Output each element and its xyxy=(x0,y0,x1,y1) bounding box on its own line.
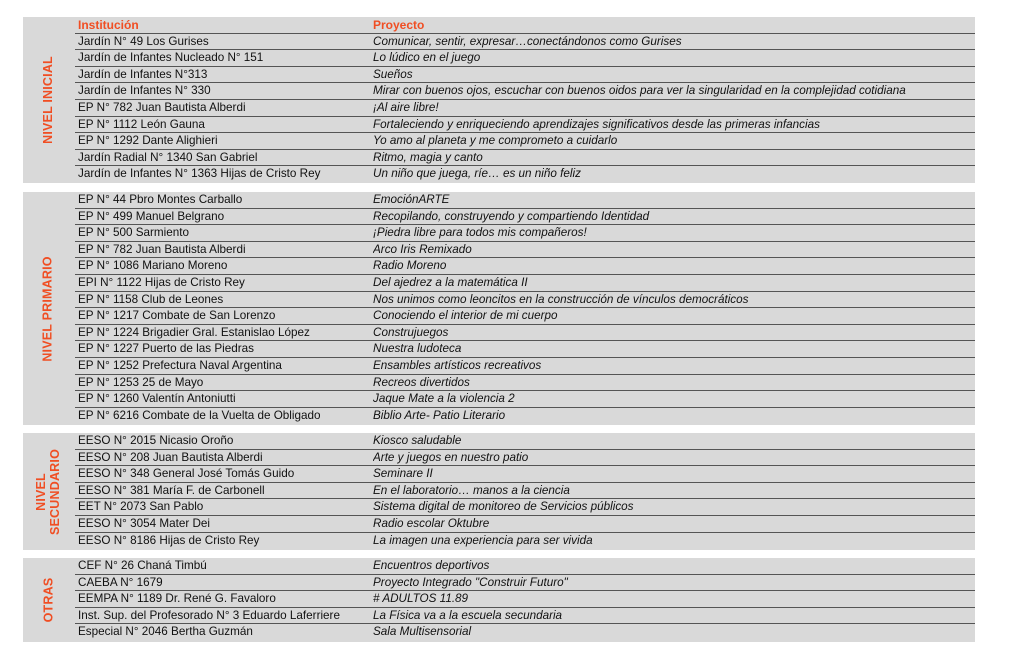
institution-cell: EESO N° 208 Juan Bautista Alberdi xyxy=(78,450,263,464)
institution-cell: Jardín de Infantes N°313 xyxy=(78,67,208,81)
project-cell: Un niño que juega, ríe… es un niño feliz xyxy=(373,167,581,181)
table-row xyxy=(75,591,975,608)
section-nivel-primario xyxy=(23,192,975,425)
project-cell: ¡Piedra libre para todos mis compañeros! xyxy=(373,226,587,240)
project-cell: Ensambles artísticos recreativos xyxy=(373,358,542,372)
table-row xyxy=(75,466,975,483)
table-row xyxy=(75,34,975,51)
header-institucion: Institución xyxy=(78,18,139,32)
institution-cell: EESO N° 2015 Nicasio Oroño xyxy=(78,434,234,447)
table-row xyxy=(75,483,975,500)
section-label: NIVEL INICIAL xyxy=(41,56,56,144)
section-label-container xyxy=(23,558,73,642)
section-nivel-secundario xyxy=(23,433,975,550)
project-cell: La imagen una experiencia para ser vivida xyxy=(373,533,593,547)
institution-cell: EP N° 1253 25 de Mayo xyxy=(78,375,204,389)
institution-cell: CEF N° 26 Chaná Timbú xyxy=(78,559,207,572)
institution-cell: Inst. Sup. del Profesorado N° 3 Eduardo Laferriere xyxy=(78,608,340,622)
project-cell: Sala Multisensorial xyxy=(373,625,472,639)
table-row xyxy=(75,275,975,292)
table-row xyxy=(75,67,975,84)
project-cell: Kiosco saludable xyxy=(373,434,462,447)
table-row xyxy=(75,516,975,533)
table-row xyxy=(75,408,975,425)
section-label-line2: SECUNDARIO xyxy=(48,448,63,535)
table-row xyxy=(75,450,975,467)
section-otras xyxy=(23,558,975,642)
project-cell: Radio Moreno xyxy=(373,259,447,273)
institution-cell: EESO N° 8186 Hijas de Cristo Rey xyxy=(78,533,260,547)
institution-cell: EP N° 1292 Dante Alighieri xyxy=(78,134,218,148)
table-row xyxy=(75,624,975,641)
section-label-line1: NIVEL xyxy=(34,472,49,511)
section-label-container xyxy=(23,192,73,425)
section-label-container xyxy=(23,17,73,183)
institution-cell: EP N° 1260 Valentín Antoniutti xyxy=(78,392,236,406)
institution-cell: EEMPA N° 1189 Dr. René G. Favaloro xyxy=(78,592,276,606)
project-cell: Encuentros deportivos xyxy=(373,559,490,572)
table-row xyxy=(75,258,975,275)
institution-cell: EP N° 782 Juan Bautista Alberdi xyxy=(78,242,246,256)
project-cell: ¡Al aire libre! xyxy=(373,100,439,114)
institution-cell: EP N° 782 Juan Bautista Alberdi xyxy=(78,100,246,114)
project-cell: Del ajedrez a la matemática II xyxy=(373,275,528,289)
institution-cell: EP N° 499 Manuel Belgrano xyxy=(78,209,225,223)
project-cell: Fortaleciendo y enriqueciendo aprendizajes significativos desde las primeras infancias xyxy=(373,117,820,131)
table-row xyxy=(75,608,975,625)
table-row xyxy=(75,575,975,592)
institution-cell: EPI N° 1122 Hijas de Cristo Rey xyxy=(78,275,245,289)
project-cell: Yo amo al planeta y me comprometo a cuidarlo xyxy=(373,134,618,148)
table-row xyxy=(75,192,975,209)
table-row xyxy=(75,209,975,226)
institution-cell: EP N° 44 Pbro Montes Carballo xyxy=(78,193,243,206)
section-nivel-inicial xyxy=(23,17,975,183)
table-row xyxy=(75,117,975,134)
section-label xyxy=(34,448,62,534)
institution-cell: EP N° 1086 Mariano Moreno xyxy=(78,259,228,273)
table-body xyxy=(75,192,975,424)
project-cell: Jaque Mate a la violencia 2 xyxy=(373,392,515,406)
institution-cell: Jardín Radial N° 1340 San Gabriel xyxy=(78,150,258,164)
table-row xyxy=(75,225,975,242)
table-row xyxy=(75,325,975,342)
table-row xyxy=(75,100,975,117)
project-cell: Biblio Arte- Patio Literario xyxy=(373,408,506,422)
project-cell: Sistema digital de monitoreo de Servicios públicos xyxy=(373,500,634,514)
project-cell: Radio escolar Oktubre xyxy=(373,516,490,530)
institution-cell: EP N° 500 Sarmiento xyxy=(78,226,190,240)
table-row xyxy=(75,83,975,100)
institution-cell: EESO N° 3054 Mater Dei xyxy=(78,516,210,530)
table-header xyxy=(75,17,975,34)
project-cell: Sueños xyxy=(373,67,413,81)
header-proyecto: Proyecto xyxy=(373,18,425,32)
table-row xyxy=(75,308,975,325)
project-cell: Mirar con buenos ojos, escuchar con buenos oidos para ver la singularidad en la complejidad cotidiana xyxy=(373,84,906,98)
project-cell: EmociónARTE xyxy=(373,193,450,206)
institution-cell: Jardín de Infantes Nucleado N° 151 xyxy=(78,51,264,65)
project-cell: Ritmo, magia y canto xyxy=(373,150,483,164)
table-body xyxy=(75,558,975,641)
section-label: OTRAS xyxy=(41,577,55,623)
institution-cell: Especial N° 2046 Bertha Guzmán xyxy=(78,625,253,639)
project-cell: Nos unimos como leoncitos en la construcción de vínculos democráticos xyxy=(373,292,749,306)
table-row xyxy=(75,558,975,575)
section-label: NIVEL PRIMARIO xyxy=(41,255,56,362)
table-row xyxy=(75,133,975,150)
table-row xyxy=(75,433,975,450)
project-cell: Recopilando, construyendo y compartiendo Identidad xyxy=(373,209,650,223)
institution-cell: EP N° 1252 Prefectura Naval Argentina xyxy=(78,358,282,372)
table-row xyxy=(75,150,975,167)
institution-cell: EP N° 1158 Club de Leones xyxy=(78,292,224,306)
institution-cell: EP N° 1227 Puerto de las Piedras xyxy=(78,342,254,356)
institution-cell: Jardín de Infantes N° 330 xyxy=(78,84,211,98)
table-row xyxy=(75,341,975,358)
institution-cell: EP N° 1112 León Gauna xyxy=(78,117,205,131)
project-cell: Nuestra ludoteca xyxy=(373,342,462,356)
table-row xyxy=(75,50,975,67)
project-cell: Lo lúdico en el juego xyxy=(373,51,481,65)
project-cell: Comunicar, sentir, expresar…conectándonos como Gurises xyxy=(373,34,682,48)
table-row xyxy=(75,166,975,183)
institution-cell: EP N° 1217 Combate de San Lorenzo xyxy=(78,309,276,323)
project-cell: Arte y juegos en nuestro patio xyxy=(373,450,529,464)
table-row xyxy=(75,242,975,259)
institution-cell: Jardín N° 49 Los Gurises xyxy=(78,34,209,48)
project-cell: Construjuegos xyxy=(373,325,449,339)
institution-cell: EESO N° 348 General José Tomás Guido xyxy=(78,467,295,481)
table-row xyxy=(75,375,975,392)
project-cell: Seminare II xyxy=(373,467,433,481)
project-cell: Conociendo el interior de mi cuerpo xyxy=(373,309,558,323)
table-body xyxy=(75,17,975,183)
table-body xyxy=(75,433,975,549)
project-cell: Recreos divertidos xyxy=(373,375,470,389)
project-cell: Proyecto Integrado "Construir Futuro" xyxy=(373,575,568,589)
institution-cell: EP N° 6216 Combate de la Vuelta de Obligado xyxy=(78,408,321,422)
table-row xyxy=(75,391,975,408)
table-row xyxy=(75,358,975,375)
project-cell: # ADULTOS 11.89 xyxy=(373,592,469,606)
institution-cell: EESO N° 381 María F. de Carbonell xyxy=(78,483,265,497)
project-cell: En el laboratorio… manos a la ciencia xyxy=(373,483,570,497)
table-row xyxy=(75,292,975,309)
section-label-container xyxy=(23,433,73,550)
institution-cell: CAEBA N° 1679 xyxy=(78,575,163,589)
table-row xyxy=(75,499,975,516)
institution-cell: EP N° 1224 Brigadier Gral. Estanislao López xyxy=(78,325,310,339)
institution-cell: EET N° 2073 San Pablo xyxy=(78,500,204,514)
table-row xyxy=(75,533,975,550)
project-cell: La Física va a la escuela secundaria xyxy=(373,608,563,622)
project-cell: Arco Iris Remixado xyxy=(373,242,472,256)
institution-cell: Jardín de Infantes N° 1363 Hijas de Cristo Rey xyxy=(78,167,321,181)
